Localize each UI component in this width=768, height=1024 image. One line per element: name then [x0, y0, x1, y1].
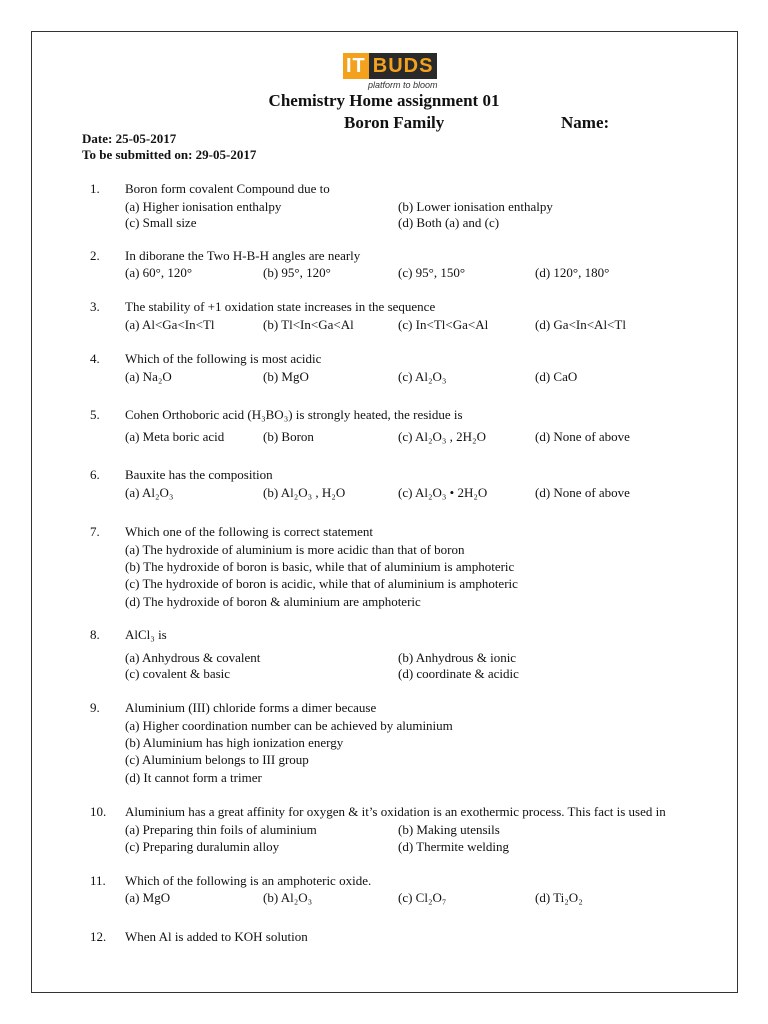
option-a: (a) 60°, 120° — [125, 265, 193, 280]
option-d: (d) CaO — [535, 369, 578, 384]
question-number: 9. — [90, 700, 100, 715]
option-a: (a) Al₂O₃ — [125, 485, 174, 500]
question-number: 1. — [90, 181, 100, 196]
option-d: (d) Ga<In<Al<Tl — [535, 317, 626, 332]
option-c: (c) Al₂O₃ — [398, 369, 447, 384]
question-number: 3. — [90, 299, 100, 314]
option-c: (c) In<Tl<Ga<Al — [398, 317, 489, 332]
option-a: (a) Higher coordination number can be achieved by aluminium — [125, 718, 453, 733]
question-text: Aluminium (III) chloride forms a dimer because — [125, 700, 377, 715]
date-block — [82, 131, 256, 163]
option-c: (c) covalent & basic — [125, 666, 231, 681]
option-c: (c) Cl₂O₇ — [398, 890, 447, 905]
option-a: (a) MgO — [125, 890, 171, 905]
question-number: 4. — [90, 351, 100, 366]
option-a: (a) Al<Ga<In<Tl — [125, 317, 215, 332]
option-d: (d) coordinate & acidic — [398, 666, 519, 681]
option-b: (b) Lower ionisation enthalpy — [398, 199, 553, 214]
option-d: (d) The hydroxide of boron & aluminium are amphoteric — [125, 594, 421, 609]
question-number: 10. — [90, 804, 107, 819]
option-b: (b) Al₂O₃ — [263, 890, 313, 905]
question-number: 12. — [90, 929, 107, 944]
question-text: Which of the following is an amphoteric oxide. — [125, 873, 372, 888]
option-d: (d) Both (a) and (c) — [398, 215, 500, 230]
option-b: (b) MgO — [263, 369, 309, 384]
option-a: (a) Higher ionisation enthalpy — [125, 199, 282, 214]
option-b: (b) The hydroxide of boron is basic, while that of aluminium is amphoteric — [125, 559, 515, 574]
option-d: (d) It cannot form a trimer — [125, 770, 262, 785]
question-text: Which one of the following is correct statement — [125, 524, 374, 539]
question-text: Bauxite has the composition — [125, 467, 273, 482]
option-c: (c) The hydroxide of boron is acidic, while that of aluminium is amphoteric — [125, 576, 518, 591]
submission-date: To be submitted on: 29-05-2017 — [82, 147, 257, 162]
question-number: 8. — [90, 627, 100, 642]
question-number: 5. — [90, 407, 100, 422]
option-a: (a) Na₂O — [125, 369, 172, 384]
logo-buds: BUDS — [369, 53, 438, 79]
option-b: (b) Al₂O₃ , H₂O — [263, 485, 346, 500]
option-c: (c) Aluminium belongs to III group — [125, 752, 309, 767]
option-b: (b) Tl<In<Ga<Al — [263, 317, 354, 332]
question-text: Aluminium has a great affinity for oxygen & it’s oxidation is an exothermic process. This fact is used in — [125, 804, 666, 819]
option-d: (d) 120°, 180° — [535, 265, 610, 280]
document-title: Chemistry Home assignment 01 — [268, 91, 500, 110]
option-b: (b) Aluminium has high ionization energy — [125, 735, 344, 750]
question-text: When Al is added to KOH solution — [125, 929, 308, 944]
option-a: (a) The hydroxide of aluminium is more acidic than that of boron — [125, 542, 465, 557]
option-a: (a) Preparing thin foils of aluminium — [125, 822, 317, 837]
option-c: (c) 95°, 150° — [398, 265, 466, 280]
option-d: (d) Thermite welding — [398, 839, 509, 854]
question-number: 6. — [90, 467, 100, 482]
question-text: Cohen Orthoboric acid (H₃BO₃) is strongly heated, the residue is — [125, 407, 463, 422]
question-text: The stability of +1 oxidation state increases in the sequence — [125, 299, 436, 314]
option-a: (a) Anhydrous & covalent — [125, 650, 261, 665]
option-b: (b) Anhydrous & ionic — [398, 650, 517, 665]
question-text: Which of the following is most acidic — [125, 351, 322, 366]
name-label: Name: — [561, 113, 610, 132]
option-b: (b) Making utensils — [398, 822, 500, 837]
itbuds-logo — [343, 53, 447, 91]
option-b: (b) Boron — [263, 429, 314, 444]
option-d: (d) None of above — [535, 485, 630, 500]
question-text: AlCl₃ is — [125, 627, 167, 642]
question-text: Boron form covalent Compound due to — [125, 181, 330, 196]
option-b: (b) 95°, 120° — [263, 265, 331, 280]
assignment-date: Date: 25-05-2017 — [82, 131, 177, 146]
option-a: (a) Meta boric acid — [125, 429, 225, 444]
option-c: (c) Small size — [125, 215, 197, 230]
question-text: In diborane the Two H-B-H angles are nearly — [125, 248, 361, 263]
question-number: 2. — [90, 248, 100, 263]
logo-tagline: platform to bloom — [368, 80, 438, 90]
document-subtitle: Boron Family — [344, 113, 445, 132]
option-c: (c) Al₂O₃ , 2H₂O — [398, 429, 486, 444]
logo-it: IT — [343, 53, 369, 79]
question-number: 11. — [90, 873, 106, 888]
option-c: (c) Al₂O₃ • 2H₂O — [398, 485, 488, 500]
option-c: (c) Preparing duralumin alloy — [125, 839, 280, 854]
option-d: (d) Ti₂O₂ — [535, 890, 583, 905]
option-d: (d) None of above — [535, 429, 630, 444]
question-number: 7. — [90, 524, 100, 539]
